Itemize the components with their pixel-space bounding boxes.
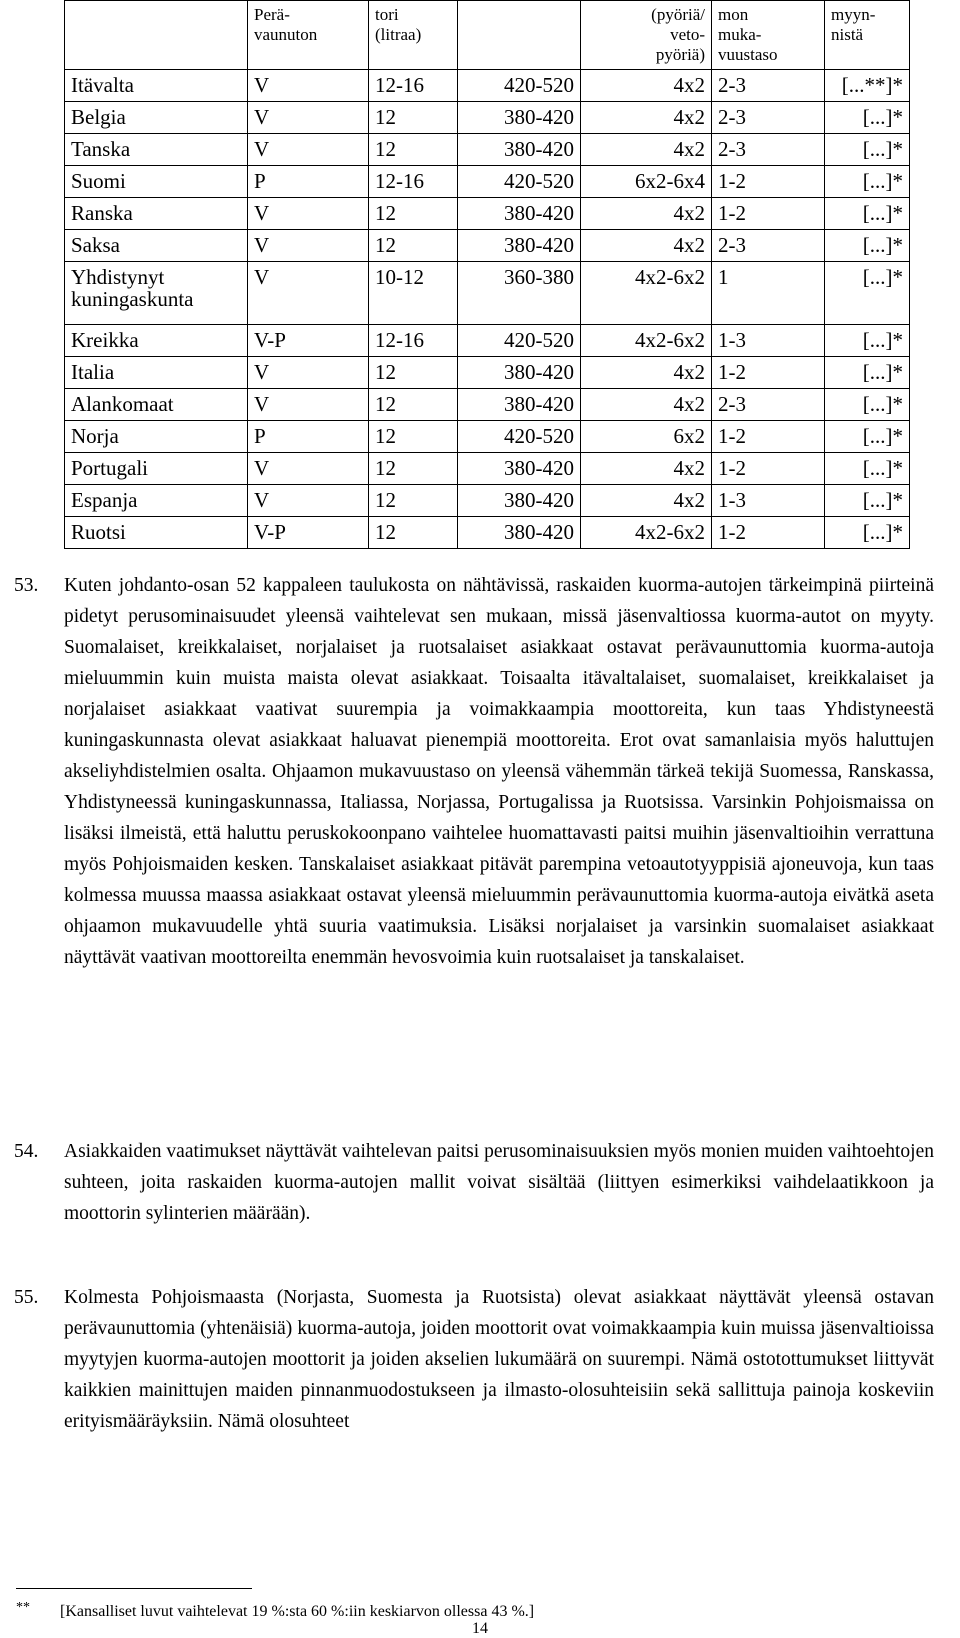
table-cell: 12: [369, 198, 458, 230]
table-cell: 4x2: [581, 198, 712, 230]
table-cell: 12-16: [369, 70, 458, 102]
table-cell: 1-2: [712, 166, 825, 198]
table-cell: Portugali: [65, 453, 248, 485]
table-cell: V: [248, 389, 369, 421]
table-cell: Itävalta: [65, 70, 248, 102]
footnote: [16, 1600, 535, 1621]
table-cell: V: [248, 357, 369, 389]
paragraph-number: 54.: [14, 1141, 39, 1162]
table-cell: 360-380: [458, 262, 581, 325]
footnote-text: [Kansalliset luvut vaihtelevat 19 %:sta 60 %:iin keskiarvon ollessa 43 %.]: [60, 1603, 535, 1620]
table-cell: 2-3: [712, 389, 825, 421]
table-row: [65, 357, 910, 389]
table-cell: 1-3: [712, 485, 825, 517]
table-cell: 4x2-6x2: [581, 517, 712, 549]
table-cell: V: [248, 230, 369, 262]
table-row: [65, 517, 910, 549]
header-cell: tori (litraa): [369, 1, 458, 70]
header-cell: myyn- nistä: [825, 1, 910, 70]
footnote-mark: **: [16, 1600, 30, 1615]
table-cell: 4x2: [581, 485, 712, 517]
table-row: [65, 421, 910, 453]
table-cell: 380-420: [458, 134, 581, 166]
table-cell: [...]*: [825, 325, 910, 357]
table-cell: [...]*: [825, 357, 910, 389]
table-cell: [...]*: [825, 198, 910, 230]
table-cell: [...**]*: [825, 70, 910, 102]
table-cell: Yhdistynyt kuningaskunta: [65, 262, 248, 325]
header-cell: [65, 1, 248, 70]
table-cell: 380-420: [458, 453, 581, 485]
paragraph-number: 55.: [14, 1287, 39, 1308]
table-cell: [...]*: [825, 262, 910, 325]
table-cell: 4x2: [581, 357, 712, 389]
table-body: [65, 70, 910, 549]
table-cell: 2-3: [712, 134, 825, 166]
table-cell: Tanska: [65, 134, 248, 166]
table-cell: 10-12: [369, 262, 458, 325]
table-cell: 380-420: [458, 389, 581, 421]
header-cell: (pyöriä/ veto- pyöriä): [581, 1, 712, 70]
table-row: [65, 134, 910, 166]
table-cell: 1-2: [712, 198, 825, 230]
paragraph-54: [14, 1136, 934, 1229]
table-row: [65, 262, 910, 325]
table-cell: 380-420: [458, 517, 581, 549]
table-cell: Ranska: [65, 198, 248, 230]
table-cell: 12-16: [369, 325, 458, 357]
table-cell: 12: [369, 134, 458, 166]
table-cell: 1-2: [712, 453, 825, 485]
table-cell: Ruotsi: [65, 517, 248, 549]
table-cell: 1-3: [712, 325, 825, 357]
table-cell: 4x2: [581, 230, 712, 262]
paragraph-text: Kolmesta Pohjoismaasta (Norjasta, Suomesta ja Ruotsista) olevat asiakkaat näyttävät yleensä ostavan perävaunuttomia (yhtenäisiä) kuorma-autoja, joiden moottorit ovat voimakkaampia kuin muissa jäsenvaltioissa myytyjen kuorma-autojen moottorit ja joiden akselien lukumäärä on suurempi. Nämä ostotottumukset liittyvät kaikkien mainittujen maiden pinnanmuodostukseen ja ilmasto-olosuhteisiin sekä sallittuja painoja koskeviin erityismääräyksiin. Nämä olosuhteet: [64, 1287, 934, 1432]
table-cell: 4x2-6x2: [581, 262, 712, 325]
table-cell: P: [248, 421, 369, 453]
data-table: [64, 0, 910, 549]
table-cell: Kreikka: [65, 325, 248, 357]
table-cell: 420-520: [458, 166, 581, 198]
paragraph-number: 53.: [14, 575, 39, 596]
table-cell: 12: [369, 453, 458, 485]
table-cell: 12: [369, 389, 458, 421]
header-cell: Perä- vaunuton: [248, 1, 369, 70]
table-cell: 420-520: [458, 70, 581, 102]
table-cell: 12: [369, 421, 458, 453]
table-cell: 4x2-6x2: [581, 325, 712, 357]
table-cell: [...]*: [825, 421, 910, 453]
table-cell: V: [248, 453, 369, 485]
table-cell: V: [248, 134, 369, 166]
table-cell: Belgia: [65, 102, 248, 134]
table-cell: 420-520: [458, 325, 581, 357]
table-cell: [...]*: [825, 453, 910, 485]
table-cell: 2-3: [712, 230, 825, 262]
paragraph-text: Asiakkaiden vaatimukset näyttävät vaihtelevan paitsi perusominaisuuksien myös monien muiden vaihtoehtojen suhteen, joita raskaiden kuorma-autojen mallit voivat sisältää (liittyen esimerkiksi vaihdelaatikkoon ja moottorin sylinterien määrään).: [64, 1141, 934, 1224]
footnote-divider: [16, 1588, 252, 1589]
table-cell: [...]*: [825, 134, 910, 166]
table-cell: 6x2-6x4: [581, 166, 712, 198]
table-row: [65, 453, 910, 485]
table-cell: 4x2: [581, 453, 712, 485]
table-cell: Espanja: [65, 485, 248, 517]
table-cell: 380-420: [458, 102, 581, 134]
table-cell: V: [248, 102, 369, 134]
table-row: [65, 485, 910, 517]
table-cell: Saksa: [65, 230, 248, 262]
table-cell: P: [248, 166, 369, 198]
table-cell: 4x2: [581, 134, 712, 166]
table-cell: [...]*: [825, 485, 910, 517]
table-cell: [...]*: [825, 517, 910, 549]
header-cell: mon muka- vuustaso: [712, 1, 825, 70]
table-cell: [...]*: [825, 102, 910, 134]
table-row: [65, 325, 910, 357]
table-cell: Suomi: [65, 166, 248, 198]
paragraph-text: Kuten johdanto-osan 52 kappaleen taulukosta on nähtävissä, raskaiden kuorma-autojen tärkeimpinä piirteinä pidetyt perusominaisuudet yleensä vaihtelevat sen mukaan, missä jäsenvaltiossa kuorma-autot on myyty. Suomalaiset, kreikkalaiset, norjalaiset ja ruotsalaiset asiakkaat ostavat perävaunuttomia kuorma-autoja mieluummin kuin muista maista olevat asiakkaat. Toisaalta itävaltalaiset, suomalaiset, kreikkalaiset ja norjalaiset asiakkaat vaativat suurempia ja voimakkaampia moottoreita, kun taas Yhdistyneestä kuningaskunnasta olevat asiakkaat haluavat pienempiä moottoreita. Erot ovat samanlaisia myös haluttujen akseliyhdistelmien osalta. Ohjaamon mukavuustaso on yleensä vähemmän tärkeä tekijä Suomessa, Ranskassa, Yhdistyneessä kuningaskunnassa, Italiassa, Norjassa, Portugalissa ja Ruotsissa. Varsinkin Pohjoismaissa on lisäksi ilmeistä, että haluttu peruskokoonpano vaihtelee huomattavasti paitsi muihin jäsenvaltioihin verrattuna myös Pohjoismaiden kesken. Tanskalaiset asiakkaat pitävät parempina vetoautotyyppisiä ajoneuvoja, kun taas kolmessa muussa maassa asiakkaat ostavat yleensä mieluummin perävaunuttomia kuorma-autoja eivätkä aseta ohjaamon mukavuudelle yhtä suuria vaatimuksia. Lisäksi norjalaiset ja varsinkin suomalaiset asiakkaat näyttävät vaativan moottoreilta enemmän hevosvoimia kuin ruotsalaiset ja tanskalaiset.: [64, 575, 934, 968]
table-cell: 420-520: [458, 421, 581, 453]
table-header-row: [65, 1, 910, 70]
paragraph-53: [14, 570, 934, 973]
table-cell: 12: [369, 357, 458, 389]
table-cell: [...]*: [825, 166, 910, 198]
table-cell: 380-420: [458, 198, 581, 230]
table-cell: 4x2: [581, 102, 712, 134]
table-cell: 12: [369, 230, 458, 262]
table-cell: Italia: [65, 357, 248, 389]
table-cell: 12: [369, 102, 458, 134]
table-row: [65, 166, 910, 198]
table-cell: Alankomaat: [65, 389, 248, 421]
table-cell: V: [248, 485, 369, 517]
table-cell: 2-3: [712, 102, 825, 134]
table-cell: V-P: [248, 325, 369, 357]
table-cell: 6x2: [581, 421, 712, 453]
table-row: [65, 389, 910, 421]
table-cell: 1-2: [712, 421, 825, 453]
table-cell: 380-420: [458, 230, 581, 262]
table-cell: Norja: [65, 421, 248, 453]
table-cell: 2-3: [712, 70, 825, 102]
table-cell: 1-2: [712, 517, 825, 549]
table-cell: 380-420: [458, 357, 581, 389]
table-cell: 12: [369, 485, 458, 517]
table-row: [65, 102, 910, 134]
table-cell: 380-420: [458, 485, 581, 517]
table-row: [65, 70, 910, 102]
table-cell: [...]*: [825, 389, 910, 421]
table-row: [65, 198, 910, 230]
page-number: 14: [472, 1620, 488, 1637]
table-cell: V: [248, 70, 369, 102]
table-cell: 12-16: [369, 166, 458, 198]
table-cell: 1-2: [712, 357, 825, 389]
table-cell: V: [248, 198, 369, 230]
table-cell: V-P: [248, 517, 369, 549]
paragraph-55: [14, 1282, 934, 1437]
table-cell: 12: [369, 517, 458, 549]
table-cell: 4x2: [581, 70, 712, 102]
table-cell: 4x2: [581, 389, 712, 421]
table-row: [65, 230, 910, 262]
table-cell: [...]*: [825, 230, 910, 262]
table-cell: 1: [712, 262, 825, 325]
table-cell: V: [248, 262, 369, 325]
header-cell: [458, 1, 581, 70]
